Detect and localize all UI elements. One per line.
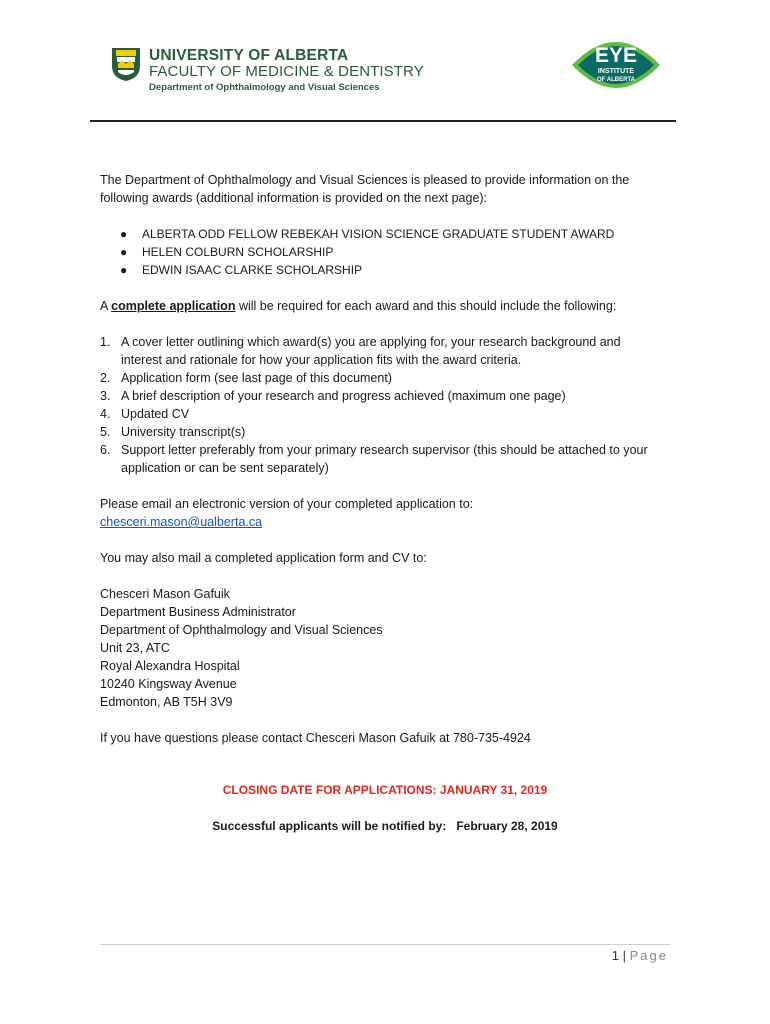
department-name: Department of Ophthalmology and Visual Sciences (149, 82, 380, 93)
requirements-suffix: will be required for each award and this should include the following: (235, 299, 617, 313)
mailing-address (100, 585, 660, 711)
footer-separator: | (619, 948, 630, 963)
address-line: Royal Alexandra Hospital (100, 659, 240, 673)
item-number: 5. (100, 425, 111, 439)
address-line: 10240 Kingsway Avenue (100, 677, 237, 691)
address-line: Edmonton, AB T5H 3V9 (100, 695, 233, 709)
address-line: Unit 23, ATC (100, 641, 170, 655)
faculty-name: FACULTY OF MEDICINE & DENTISTRY (149, 63, 424, 80)
intro-paragraph: The Department of Ophthalmology and Visual Sciences is pleased to provide information on the following awards (additional information is provided on the next page): (100, 173, 630, 205)
university-wordmark (149, 47, 424, 94)
document-body (100, 171, 660, 835)
mail-instructions: You may also mail a completed application form and CV to: (100, 551, 427, 565)
address-line: Department of Ophthalmology and Visual Sciences (100, 623, 383, 637)
item-text: Support letter preferably from your primary research supervisor (this should be attached to your application or can be sent separately) (121, 443, 648, 475)
eye-institute-logo-icon (570, 33, 662, 97)
award-name: ALBERTA ODD FELLOW REBEKAH VISION SCIENCE GRADUATE STUDENT AWARD (142, 227, 615, 241)
list-item (100, 387, 660, 405)
bullet-icon: ● (120, 227, 128, 241)
eye-logo-title: EYE (594, 44, 638, 67)
item-number: 6. (100, 443, 111, 457)
list-item (100, 441, 660, 477)
item-text: Updated CV (121, 407, 190, 421)
notification-date: Successful applicants will be notified by: February 28, 2019 (212, 819, 558, 833)
page-number: 1 (611, 948, 620, 963)
email-instructions: Please email an electronic version of your completed application to: (100, 497, 474, 511)
item-text: University transcript(s) (121, 425, 246, 439)
list-item (120, 243, 660, 261)
list-item (100, 369, 660, 387)
bullet-icon: ● (120, 263, 128, 277)
university-name: UNIVERSITY OF ALBERTA (149, 47, 349, 64)
item-number: 1. (100, 335, 111, 349)
header-divider (90, 120, 676, 122)
document-header (0, 0, 770, 125)
item-number: 4. (100, 407, 111, 421)
item-text: Application form (see last page of this document) (121, 371, 392, 385)
list-item (120, 225, 660, 243)
contact-paragraph: If you have questions please contact Chesceri Mason Gafuik at 780-735-4924 (100, 731, 531, 745)
item-number: 3. (100, 389, 111, 403)
list-item (120, 261, 660, 279)
university-crest-icon (110, 46, 142, 82)
list-item (100, 333, 660, 369)
email-link[interactable]: chesceri.mason@ualberta.ca (100, 515, 263, 529)
footer-divider (100, 944, 670, 945)
requirements-list (100, 333, 660, 477)
awards-list (100, 225, 660, 279)
bullet-icon: ● (120, 245, 128, 259)
requirements-prefix: A (100, 299, 112, 313)
complete-application-emphasis: complete application (111, 299, 236, 313)
list-item (100, 423, 660, 441)
award-name: EDWIN ISAAC CLARKE SCHOLARSHIP (142, 263, 363, 277)
page-label: Page (629, 948, 668, 963)
page-footer (612, 948, 668, 963)
award-name: HELEN COLBURN SCHOLARSHIP (142, 245, 334, 259)
requirements-intro (100, 297, 660, 315)
address-line: Department Business Administrator (100, 605, 296, 619)
item-text: A brief description of your research and progress achieved (maximum one page) (121, 389, 566, 403)
closing-date: CLOSING DATE FOR APPLICATIONS: JANUARY 31, 2019 (222, 783, 548, 797)
item-text: A cover letter outlining which award(s) you are applying for, your research background and interest and rationale for how your application fits with the award criteria. (121, 335, 621, 367)
list-item (100, 405, 660, 423)
item-number: 2. (100, 371, 111, 385)
address-line: Chesceri Mason Gafuik (100, 587, 230, 601)
eye-logo-line2: OF ALBERTA (597, 77, 635, 83)
eye-logo-line1: INSTITUTE (597, 68, 635, 75)
